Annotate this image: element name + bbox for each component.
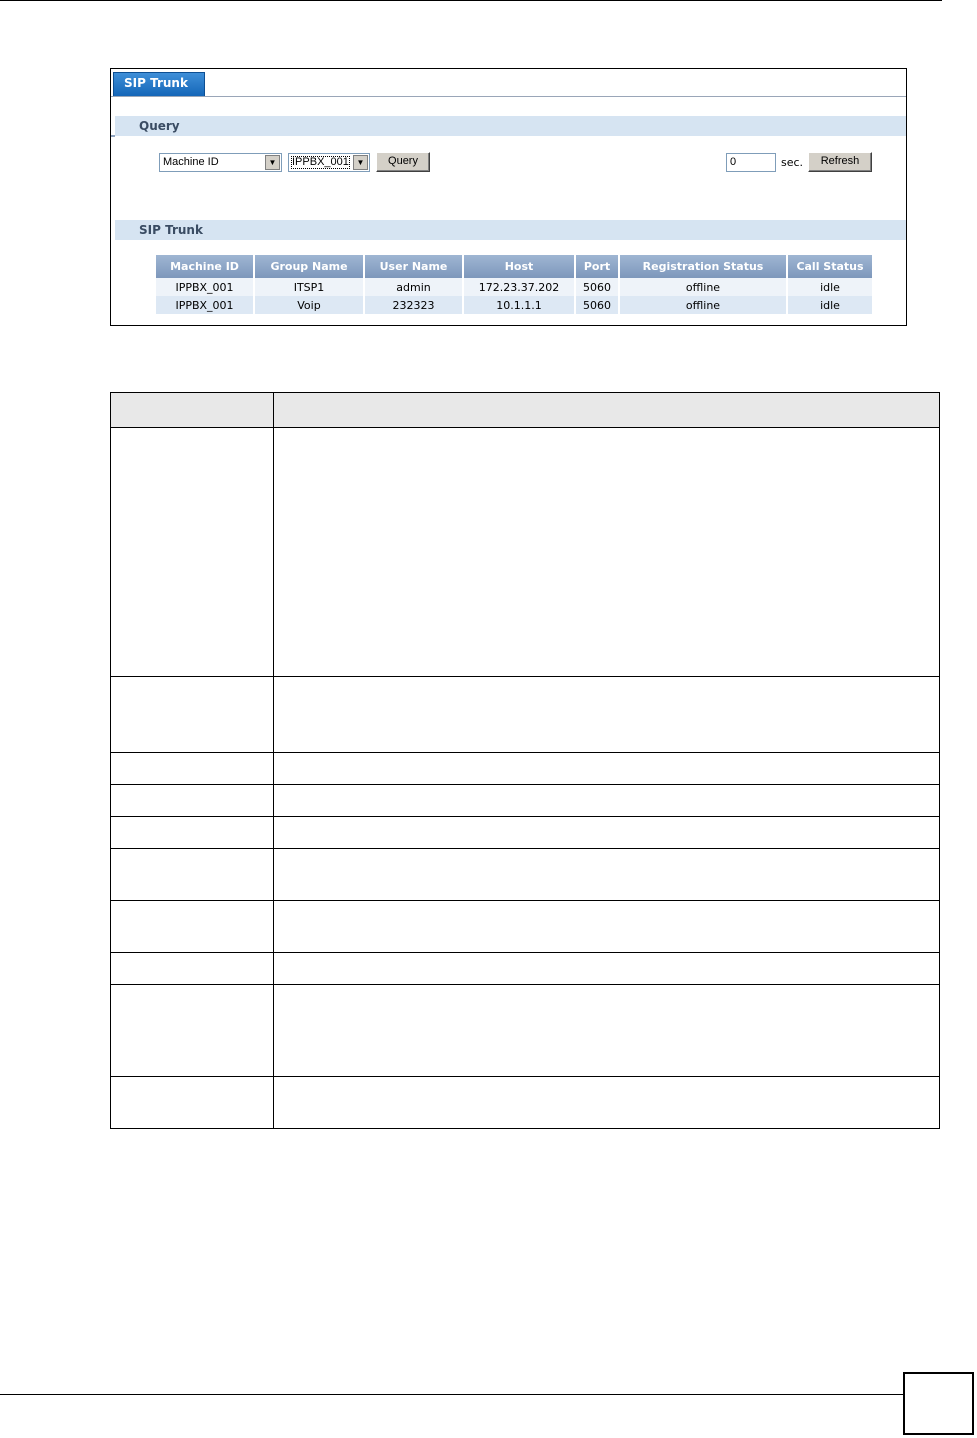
refresh-button[interactable]: Refresh <box>808 152 872 172</box>
table-cell: IPPBX_001 <box>156 278 254 296</box>
desc-header-label <box>111 393 274 428</box>
desc-label-cell <box>111 428 274 677</box>
table-cell: 172.23.37.202 <box>463 278 575 296</box>
desc-label-cell <box>111 753 274 785</box>
tab-sip-trunk[interactable]: SIP Trunk <box>113 72 205 96</box>
desc-row <box>111 428 940 677</box>
table-cell: ITSP1 <box>254 278 364 296</box>
desc-text-cell <box>274 1077 940 1129</box>
desc-row <box>111 785 940 817</box>
table-cell: Voip <box>254 296 364 314</box>
table-cell: 232323 <box>364 296 463 314</box>
page-number-box <box>903 1372 974 1435</box>
desc-row <box>111 1077 940 1129</box>
column-header: Host <box>463 255 575 278</box>
desc-label-cell <box>111 985 274 1077</box>
desc-row <box>111 753 940 785</box>
machine-id-select[interactable] <box>288 153 370 172</box>
field-description-table <box>110 392 940 1129</box>
footer-rule <box>0 1394 904 1395</box>
table-row <box>156 296 872 314</box>
desc-label-cell <box>111 901 274 953</box>
table-cell: offline <box>619 296 787 314</box>
desc-header-description <box>274 393 940 428</box>
desc-text-cell <box>274 901 940 953</box>
desc-label-cell <box>111 849 274 901</box>
top-rule <box>0 0 942 1</box>
column-header: Group Name <box>254 255 364 278</box>
table-row <box>156 278 872 296</box>
desc-text-cell <box>274 753 940 785</box>
section-divider <box>111 135 115 137</box>
column-header: Machine ID <box>156 255 254 278</box>
sip-trunk-section-header: SIP Trunk <box>115 220 906 240</box>
focus-outline <box>291 156 350 169</box>
desc-text-cell <box>274 785 940 817</box>
chevron-down-icon: ▼ <box>353 155 368 170</box>
desc-label-cell <box>111 953 274 985</box>
machine-id-value: IPPBX_001 <box>292 156 349 168</box>
desc-header-row <box>111 393 940 428</box>
desc-row <box>111 901 940 953</box>
column-header: Call Status <box>787 255 872 278</box>
query-section-header: Query <box>115 116 906 136</box>
desc-row <box>111 985 940 1077</box>
table-cell: idle <box>787 296 872 314</box>
table-header-row <box>156 255 872 278</box>
tab-bar <box>111 69 906 97</box>
chevron-down-icon: ▼ <box>265 155 280 170</box>
desc-label-cell <box>111 677 274 753</box>
sec-label: sec. <box>781 156 804 169</box>
query-button[interactable]: Query <box>376 152 430 172</box>
sip-trunk-table <box>156 255 872 314</box>
table-cell: admin <box>364 278 463 296</box>
sip-trunk-screenshot <box>110 68 907 326</box>
column-header: Port <box>575 255 619 278</box>
table-cell: idle <box>787 278 872 296</box>
desc-text-cell <box>274 428 940 677</box>
table-cell: 5060 <box>575 278 619 296</box>
table-cell: offline <box>619 278 787 296</box>
desc-label-cell <box>111 785 274 817</box>
column-header: Registration Status <box>619 255 787 278</box>
desc-label-cell <box>111 1077 274 1129</box>
desc-row <box>111 849 940 901</box>
query-field-select[interactable] <box>159 153 282 172</box>
desc-text-cell <box>274 985 940 1077</box>
desc-row <box>111 677 940 753</box>
desc-row <box>111 817 940 849</box>
desc-text-cell <box>274 849 940 901</box>
table-cell: 5060 <box>575 296 619 314</box>
column-header: User Name <box>364 255 463 278</box>
desc-text-cell <box>274 817 940 849</box>
table-cell: IPPBX_001 <box>156 296 254 314</box>
desc-row <box>111 953 940 985</box>
refresh-interval-input[interactable]: 0 <box>726 153 776 172</box>
desc-text-cell <box>274 953 940 985</box>
query-field-value: Machine ID <box>163 156 219 168</box>
desc-text-cell <box>274 677 940 753</box>
table-cell: 10.1.1.1 <box>463 296 575 314</box>
desc-label-cell <box>111 817 274 849</box>
